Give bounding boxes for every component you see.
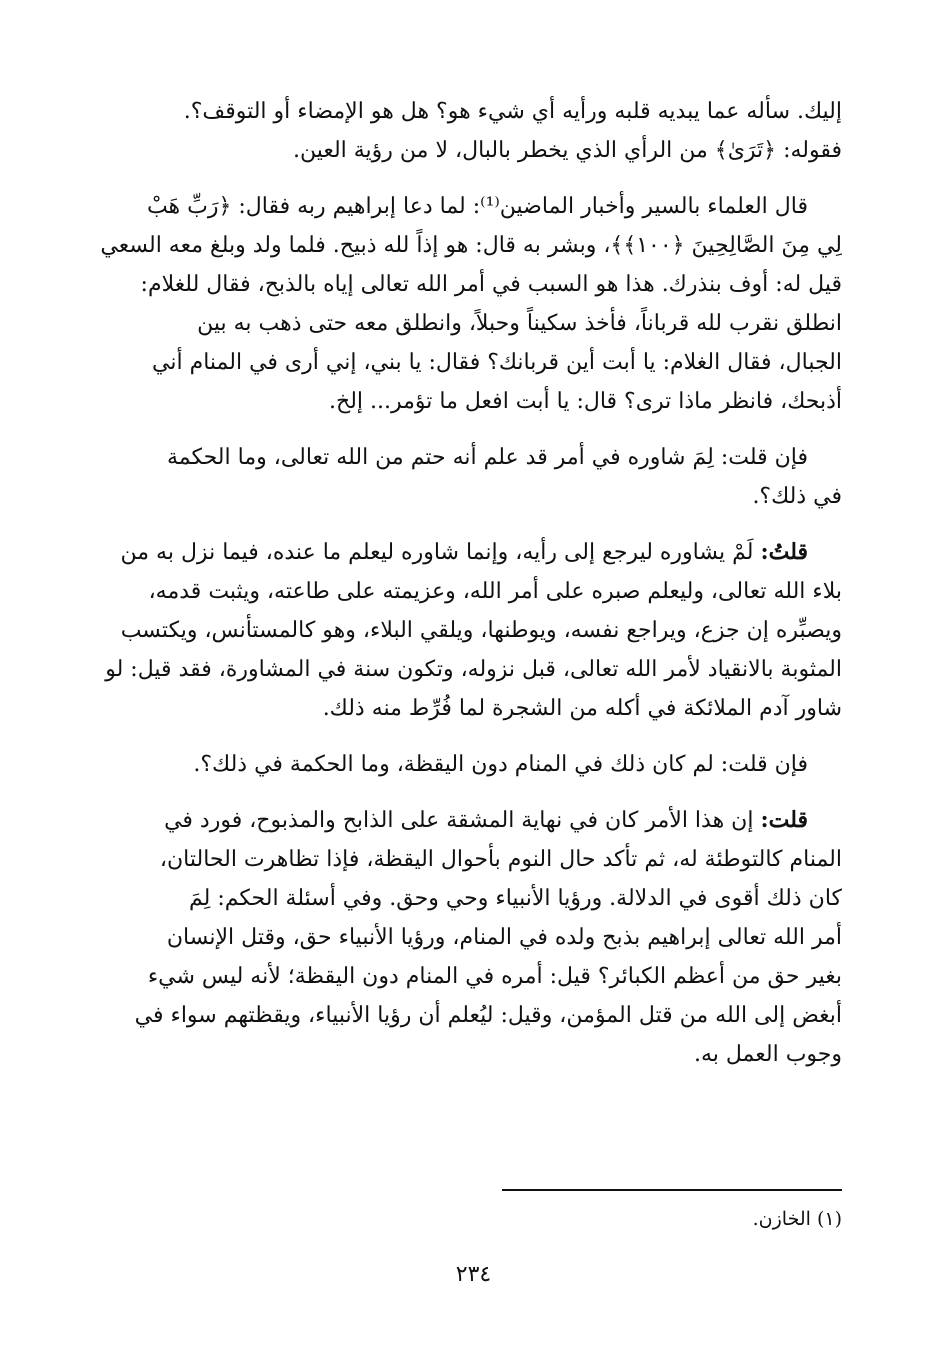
text-line: ويصبِّره إن جزع، ويراجع نفسه، ويوطنها، ويلقي البلاء، وهو كالمستأنس، ويكتسب [120, 618, 842, 643]
text-line: فإن قلت: لم كان ذلك في المنام دون اليقظة، وما الحكمة في ذلك؟. [193, 752, 808, 777]
text-line: الجبال، فقال الغلام: يا أبت أين قربانك؟ فقال: يا بني، إني أرى في المنام أني [152, 350, 842, 375]
text-fragment: لَمْ يشاوره ليرجع إلى رأيه، وإنما شاوره ليعلم ما عنده، فيما نزل به من [120, 540, 754, 565]
text-line: انطلق نقرب لله قرباناً، فأخذ سكيناً وحبلاً، وانطلق معه حتى ذهب به بين [197, 311, 842, 336]
page-number: ٢٣٤ [455, 1262, 492, 1287]
text-fragment: إن هذا الأمر كان في نهاية المشقة على الذابح والمذبوح، فورد في [164, 808, 754, 833]
text-line: قال العلماء بالسير وأخبار الماضين⁽¹⁾: لما دعا إبراهيم ربه فقال: ﴿رَبِّ هَبْ [146, 194, 808, 219]
answer-label: قلتُ: [760, 539, 808, 565]
page-body [72, 92, 842, 1091]
text-line: في ذلك؟. [752, 484, 842, 509]
text-line: فقوله: ﴿تَرَىٰ﴾ من الرأي الذي يخطر بالبال، لا من رؤية العين. [292, 138, 842, 163]
paragraph-3 [72, 438, 842, 516]
text-line: فإن قلت: لِمَ شاوره في أمر قد علم أنه حتم من الله تعالى، وما الحكمة [166, 445, 808, 470]
paragraph-4 [72, 533, 842, 728]
text-line: إليك. سأله عما يبديه قلبه ورأيه أي شيء هو؟ هل هو الإمضاء أو التوقف؟. [183, 99, 842, 124]
text-line: المثوبة بالانقياد لأمر الله تعالى، قبل نزوله، وتكون سنة في المشاورة، فقد قيل: لو [105, 657, 842, 682]
text-line: المنام كالتوطئة له، ثم تأكد حال النوم بأحوال اليقظة، فإذا تظاهرت الحالتان، [159, 847, 842, 872]
paragraph-6 [72, 801, 842, 1074]
footnote: (١) الخازن. [752, 1208, 842, 1230]
answer-label: قلت: [760, 807, 808, 833]
text-line: أمر الله تعالى إبراهيم بذبح ولده في المنام، ورؤيا الأنبياء حق، وقتل الإنسان [166, 925, 842, 950]
text-line: شاور آدم الملائكة في أكله من الشجرة لما فُرِّط منه ذلك. [322, 696, 842, 721]
text-line: أذبحك، فانظر ماذا ترى؟ قال: يا أبت افعل ما تؤمر... إلخ. [329, 389, 842, 414]
text-line: بلاء الله تعالى، وليعلم صبره على أمر الله، وعزيمته على طاعته، ويثبت قدمه، [148, 579, 842, 604]
text-line [72, 801, 842, 840]
footnote-divider [502, 1189, 842, 1191]
text-line: كان ذلك أقوى في الدلالة. ورؤيا الأنبياء وحي وحق. وفي أسئلة الحكم: لِمَ [189, 886, 842, 911]
paragraph-1 [72, 92, 842, 170]
paragraph-5 [72, 745, 842, 784]
text-line: لِي مِنَ الصَّالِحِينَ ﴿١٠٠﴾﴾، وبشر به قال: هو إذاً لله ذبيح. فلما ولد وبلغ معه السعي [100, 233, 842, 258]
text-line: وجوب العمل به. [693, 1042, 842, 1067]
text-line [72, 533, 842, 572]
paragraph-2 [72, 187, 842, 421]
text-line: أبغض إلى الله من قتل المؤمن، وقيل: ليُعلم أن رؤيا الأنبياء، ويقظتهم سواء في [134, 1003, 842, 1028]
text-line: بغير حق من أعظم الكبائر؟ قيل: أمره في المنام دون اليقظة؛ لأنه ليس شيء [147, 964, 842, 989]
text-line: قيل له: أوف بنذرك. هذا هو السبب في أمر الله تعالى إياه بالذبح، فقال للغلام: [140, 272, 842, 297]
